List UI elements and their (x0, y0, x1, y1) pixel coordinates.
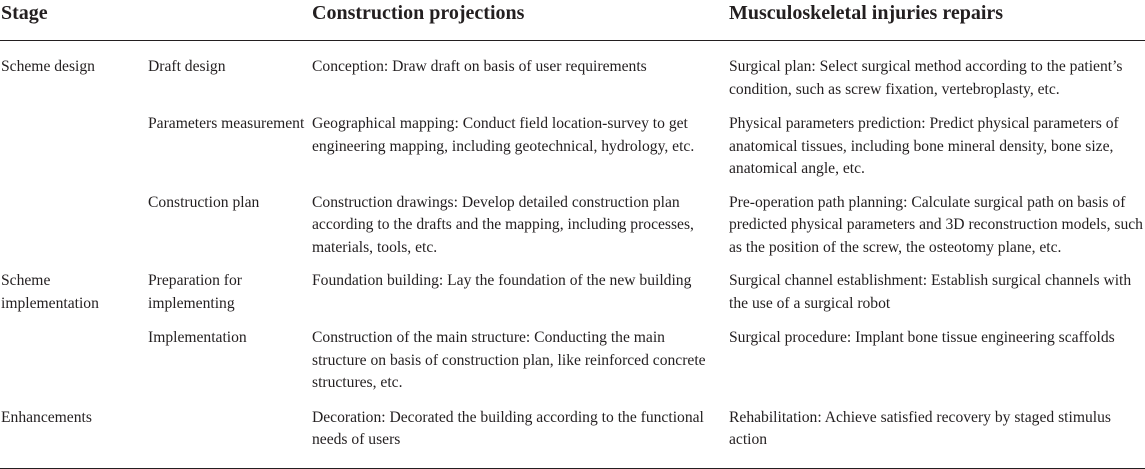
cell-stage (0, 315, 148, 395)
cell-musculoskeletal: Surgical procedure: Implant bone tissue engineering scaffolds (729, 329, 1115, 346)
cell-substage: Preparation for implementing (148, 272, 242, 312)
cell-stage: Scheme design (1, 58, 95, 75)
table-row (0, 315, 1145, 395)
cell-construction: Foundation building: Lay the foundation of the new building (312, 272, 692, 289)
cell-stage (0, 101, 148, 181)
cell-musculoskeletal: Rehabilitation: Achieve satisfied recovery by staged stimulus action (729, 395, 1145, 469)
table-header (0, 0, 1145, 41)
cell-musculoskeletal: Surgical channel establishment: Establish surgical channels with the use of a surgical robot (729, 272, 1132, 312)
cell-stage (0, 181, 148, 260)
cell-construction: Conception: Draw draft on basis of user requirements (312, 58, 647, 75)
cell-construction: Decoration: Decorated the building according to the functional needs of users (312, 395, 729, 469)
cell-substage (148, 395, 312, 469)
table-row (0, 395, 1145, 469)
header-substage (148, 0, 312, 41)
cell-stage: Scheme implementation (1, 272, 99, 312)
cell-construction: Construction of the main structure: Conducting the main structure on basis of construction plan, like reinforced concrete structures, etc. (312, 329, 706, 391)
cell-musculoskeletal: Pre-operation path planning: Calculate surgical path on basis of predicted physical parameters and 3D reconstruction models, such as the position of the screw, the osteotomy plane, etc. (729, 193, 1143, 256)
table-body (0, 41, 1145, 469)
header-stage: Stage (0, 0, 148, 41)
table-row (0, 101, 1145, 181)
cell-substage: Parameters measurement (148, 115, 305, 132)
cell-substage: Implementation (148, 329, 247, 346)
table-row (0, 181, 1145, 260)
table-row (0, 41, 1145, 102)
header-construction: Construction projections (312, 0, 729, 41)
table-row (0, 259, 1145, 315)
cell-construction: Construction drawings: Develop detailed construction plan according to the drafts and the mapping, including processes, materials, tools, etc. (312, 193, 694, 256)
header-row (0, 0, 1145, 41)
header-musculoskeletal: Musculoskeletal injuries repairs (729, 0, 1145, 41)
cell-substage: Construction plan (148, 193, 260, 211)
cell-substage: Draft design (148, 58, 226, 75)
cell-stage: Enhancements (0, 395, 148, 469)
cell-construction: Geographical mapping: Conduct field location-survey to get engineering mapping, including geotechnical, hydrology, etc. (312, 115, 695, 155)
cell-musculoskeletal: Physical parameters prediction: Predict physical parameters of anatomical tissues, including bone mineral density, bone size, anatomical angle, etc. (729, 115, 1119, 177)
cell-musculoskeletal: Surgical plan: Select surgical method according to the patient’s condition, such as screw fixation, vertebroplasty, etc. (729, 58, 1123, 98)
